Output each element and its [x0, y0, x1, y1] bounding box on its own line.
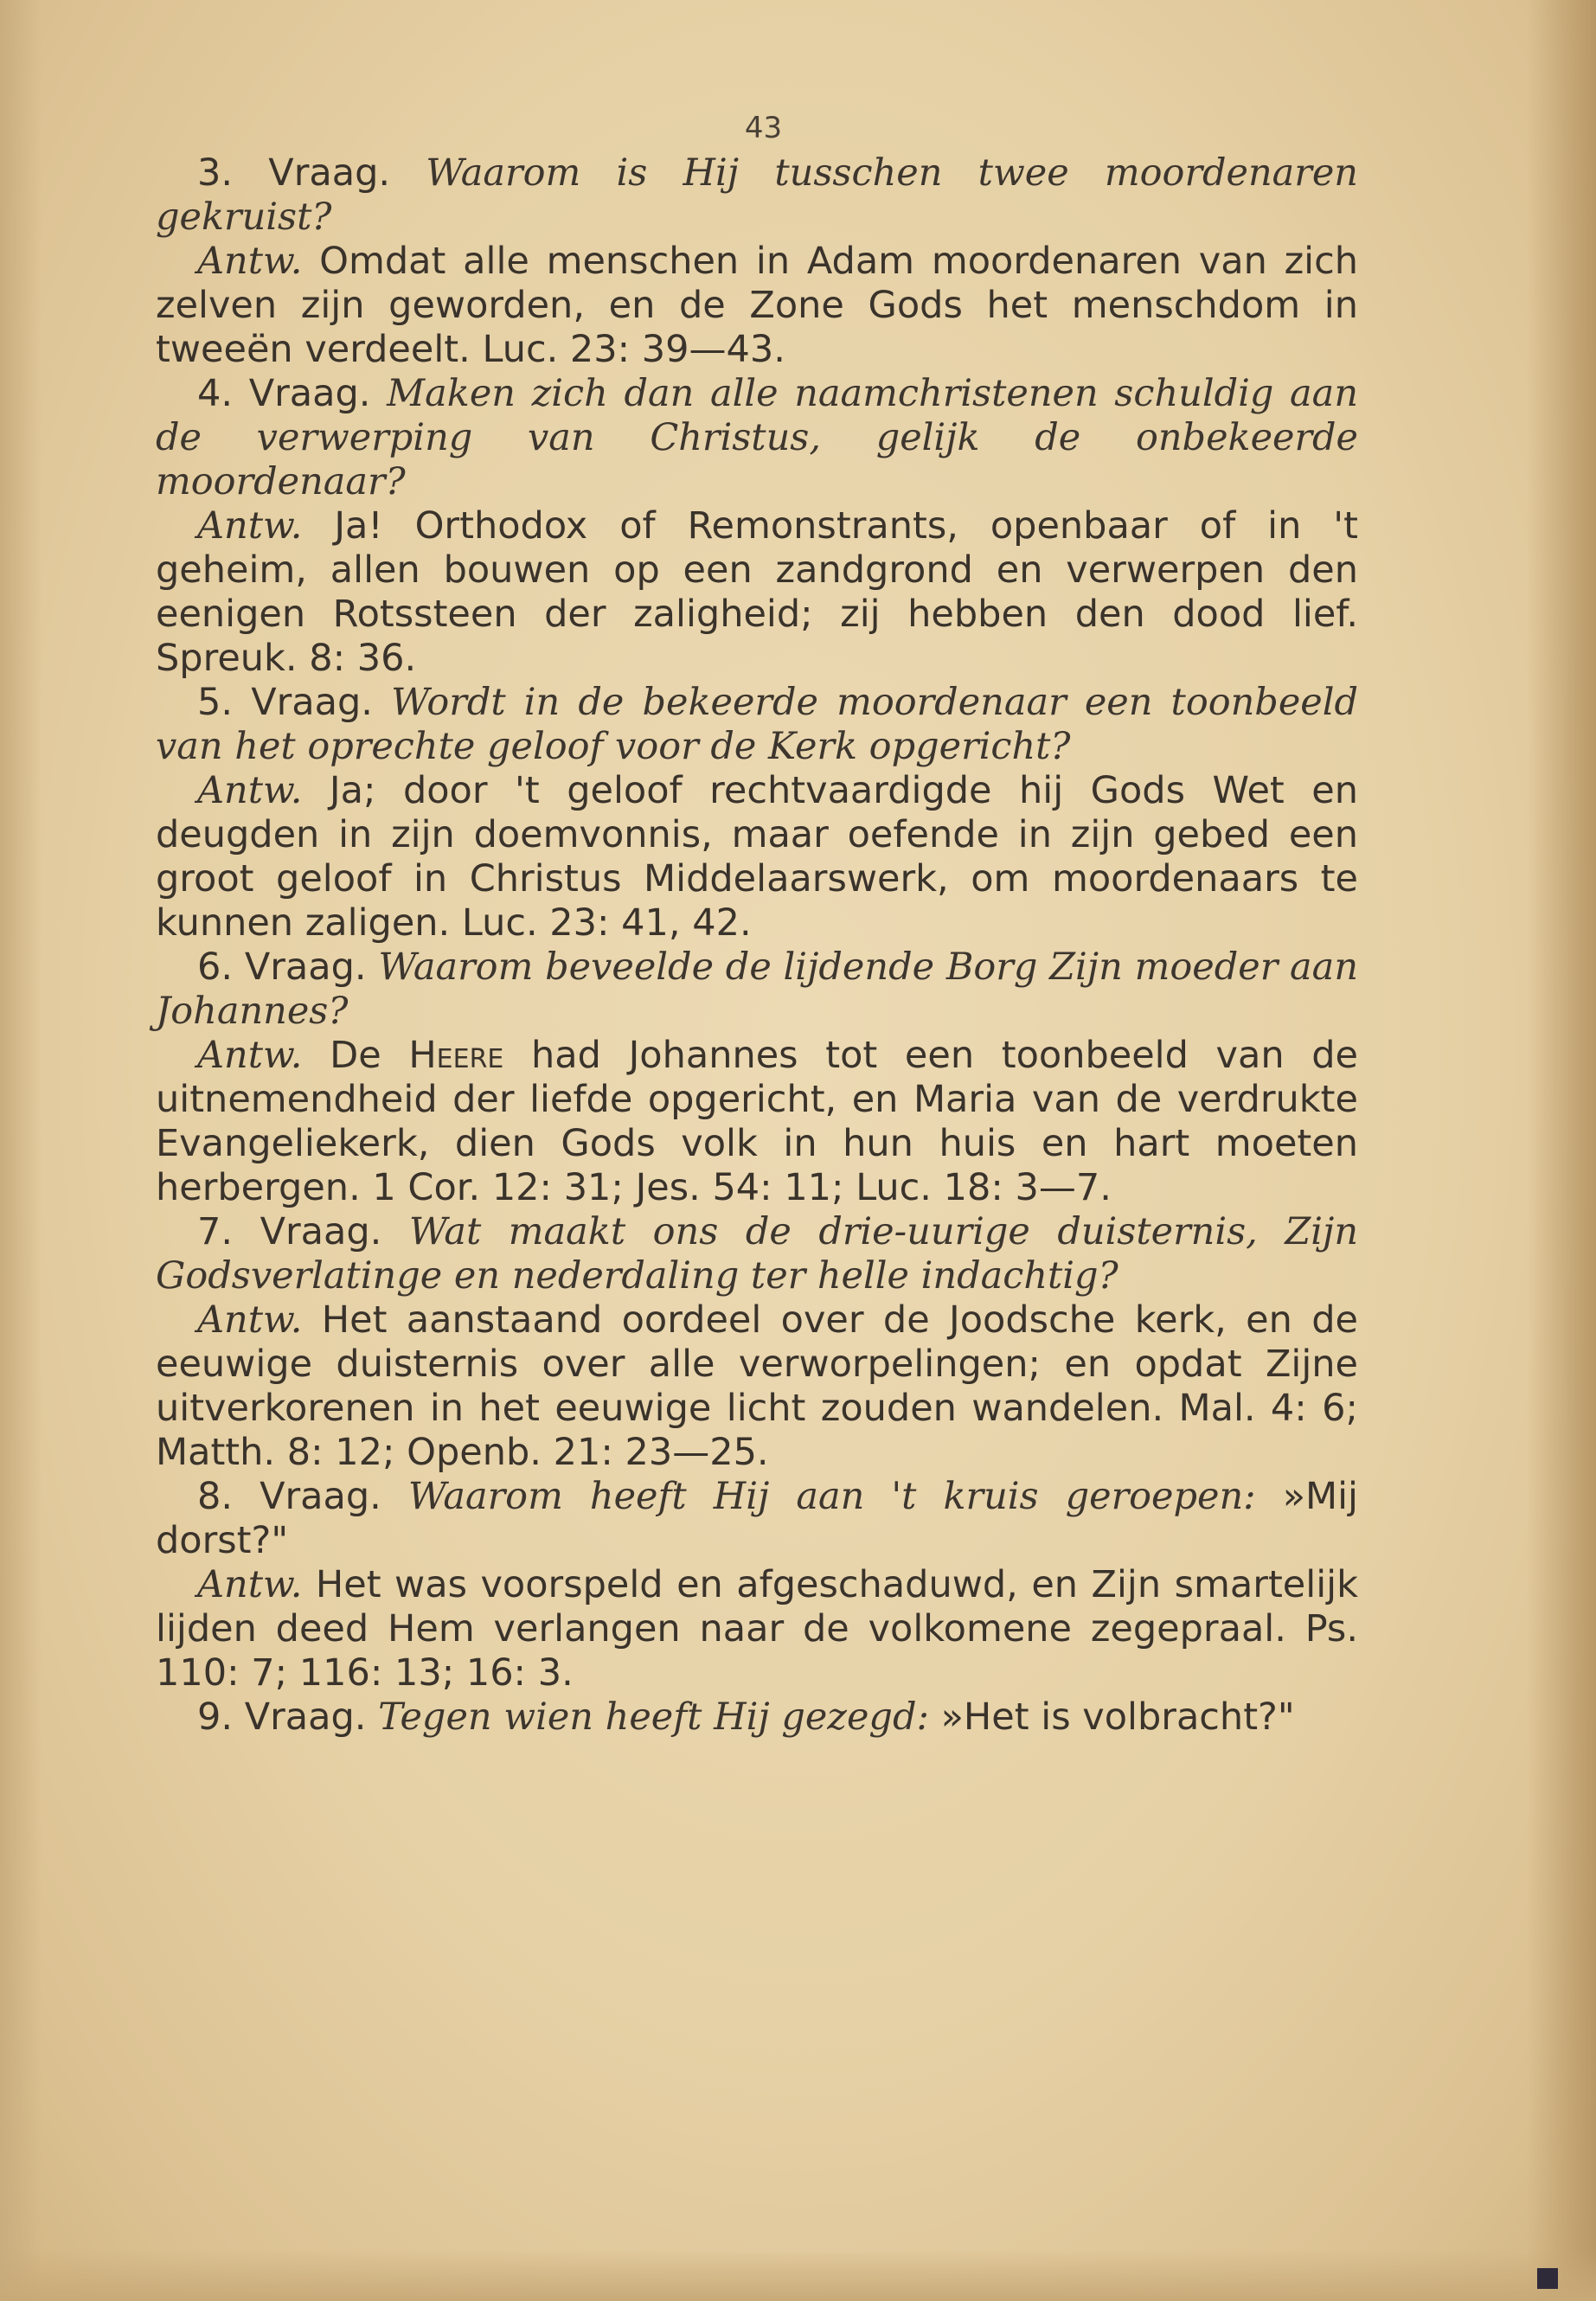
question-5 [156, 681, 1358, 769]
question-8 [156, 1475, 1358, 1563]
question-number: 6. [197, 945, 234, 989]
question-label: Vraag. [244, 1695, 367, 1739]
answer-7 [156, 1298, 1358, 1475]
question-9 [156, 1695, 1358, 1740]
answer-3 [156, 240, 1358, 372]
question-number: 5. [197, 681, 234, 724]
question-number: 4. [197, 372, 234, 415]
answer-text: Ja; door 't geloof rechtvaardigde hij Gods Wet en deugden in zijn doemvonnis, maar oefende in zijn gebed een groot geloof in Christus Middelaarswerk, om moordenaars te kunnen zaligen. Luc. 23: 41, 42. [156, 769, 1358, 945]
answer-label: Antw. [197, 1563, 303, 1606]
question-label: Vraag. [244, 945, 367, 989]
answer-heere: Heere [408, 1034, 504, 1077]
scan-corner-mark [1537, 2268, 1558, 2289]
answer-label: Antw. [197, 769, 303, 812]
question-label: Vraag. [260, 1475, 381, 1518]
answer-label: Antw. [197, 240, 303, 283]
answer-prefix: De [330, 1034, 381, 1077]
question-7 [156, 1210, 1358, 1298]
question-number: 9. [197, 1695, 234, 1739]
answer-label: Antw. [197, 504, 303, 548]
question-label: Vraag. [268, 151, 391, 195]
question-text: Waarom heeft Hij aan 't kruis geroepen: [407, 1475, 1256, 1518]
catechism-text [156, 151, 1358, 1740]
answer-5 [156, 769, 1358, 945]
question-number: 7. [197, 1210, 234, 1253]
question-number: 8. [197, 1475, 234, 1518]
question-label: Vraag. [260, 1210, 382, 1253]
answer-text: Omdat alle menschen in Adam moordenaren van zich zelven zijn geworden, en de Zone Gods het menschdom in tweeën verdeelt. Luc. 23: 39—43. [156, 240, 1358, 371]
question-6 [156, 945, 1358, 1034]
answer-text: Het aanstaand oordeel over de Joodsche kerk, en de eeuwige duisternis over alle verworpelingen; en opdat Zijne uitverkorenen in het eeuwige licht zouden wandelen. Mal. 4: 6; Matth. 8: 12; Openb. 21: 23—25. [156, 1298, 1359, 1474]
question-label: Vraag. [248, 372, 371, 415]
answer-text: Het was voorspeld en afgeschaduwd, en Zijn smartelijk lijden deed Hem verlangen naar de volkomene zegepraal. Ps. 110: 7; 116: 13; 16: 3. [156, 1563, 1358, 1695]
answer-text: had Johannes tot een toonbeeld van de uitnemendheid der liefde opgericht, en Maria van de verdrukte Evangeliekerk, dien Gods volk in hun huis en hart moeten herbergen. 1 Cor. 12: 31; Jes. 54: 11; Luc. 18: 3—7. [156, 1034, 1359, 1209]
question-text: Wordt in de bekeerde moordenaar een toonbeeld van het oprechte geloof voor de Kerk opgericht? [156, 681, 1359, 768]
question-text: Maken zich dan alle naamchristenen schuldig aan de verwerping van Christus, gelijk de onbekeerde moordenaar? [156, 372, 1359, 503]
question-label: Vraag. [251, 681, 373, 724]
question-text: Waarom beveelde de lijdende Borg Zijn moeder aan Johannes? [156, 945, 1359, 1033]
question-number: 3. [197, 151, 234, 195]
answer-6 [156, 1034, 1358, 1210]
answer-text: Ja! Orthodox of Remonstrants, openbaar of in 't geheim, allen bouwen op een zandgrond en verwerpen den eenigen Rotssteen der zaligheid; zij hebben den dood lief. Spreuk. 8: 36. [156, 504, 1358, 680]
question-text: Waarom is Hij tusschen twee moordenaren gekruist? [156, 151, 1358, 239]
answer-label: Antw. [197, 1034, 303, 1077]
answer-4 [156, 504, 1358, 681]
question-quote: »Het is volbracht?" [940, 1695, 1295, 1739]
question-4 [156, 372, 1358, 504]
page-shadow-right [1527, 0, 1596, 2301]
answer-8 [156, 1563, 1358, 1695]
answer-label: Antw. [197, 1298, 303, 1342]
question-text: Tegen wien heeft Hij gezegd: [378, 1695, 929, 1739]
question-text: Wat maakt ons de drie-uurige duisternis, Zijn Godsverlatinge en nederdaling ter helle indachtig? [156, 1210, 1359, 1298]
question-3 [156, 151, 1358, 240]
question-quote: »Mij dorst?" [156, 1475, 1359, 1562]
page-shadow-left [0, 0, 42, 2301]
page-number: 43 [744, 111, 783, 145]
page-shadow-bottom [0, 2249, 1596, 2301]
